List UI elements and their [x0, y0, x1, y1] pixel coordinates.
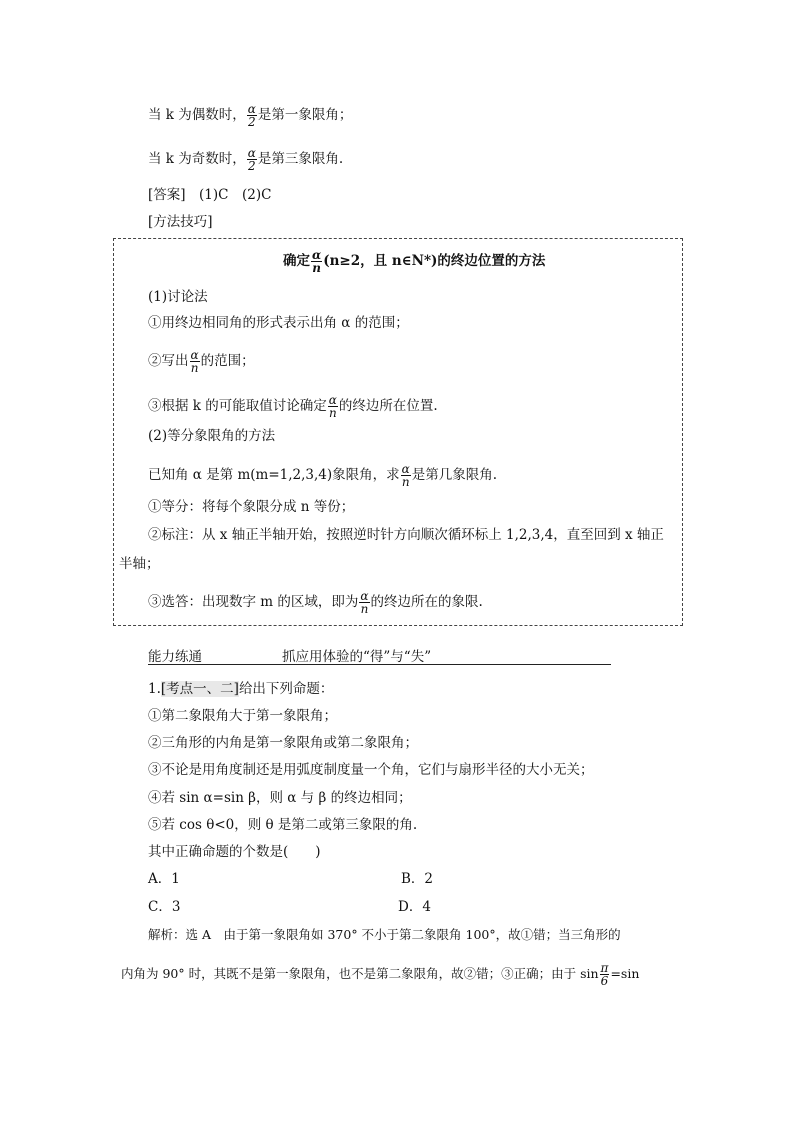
case-even-prefix: 当 k 为偶数时， [148, 107, 246, 123]
section1-item3: ③根据 k 的可能取值讨论确定 $\frac{\alpha}{n}$ 的终边所在位置. [148, 393, 438, 420]
answer-line: [答案] (1)C (2)C [148, 187, 272, 203]
alpha-over-n-fraction: $\frac{\alpha}{n}$ [360, 589, 369, 616]
statement-2: ②三角形的内角是第一象限角或第二象限角； [148, 735, 418, 751]
section2-item1: ①等分：将每个象限分成 n 等份； [148, 499, 355, 515]
section2-intro: 已知角 α 是第 m(m=1,2,3,4)象限角，求 $\frac{\alpha}{n}$ 是第几象限角. [148, 462, 498, 489]
question-tag: [考点一、二] [160, 681, 239, 697]
option-b: B．2 [401, 871, 434, 887]
method-label: [方法技巧] [148, 214, 213, 230]
solution-line-2: 内角为 90° 时，其既不是第一象限角，也不是第二象限角，故②错；③正确；由于 sin $\frac{\pi}{6}$ =sin [121, 961, 640, 988]
case-even-line [148, 103, 352, 128]
section1-item2: ②写出 $\frac{\alpha}{n}$ 的范围； [148, 348, 255, 375]
case-odd-prefix: 当 k 为奇数时， [148, 151, 246, 167]
section2-heading: (2)等分象限角的方法 [148, 428, 276, 444]
question-prompt: 其中正确命题的个数是( ) [148, 844, 321, 860]
heading-underline [148, 664, 611, 665]
section2-item2: ②标注：从 x 轴正半轴开始，按照逆时针方向顺次循环标上 1,2,3,4，直至回到 x 轴正 [148, 527, 664, 543]
solution-line-1: 解析：选 A 由于第一象限角如 370° 不小于第二象限角 100°，故①错；当三角形的 [148, 927, 621, 942]
option-d: D．4 [398, 899, 431, 915]
question-number: 1. [148, 681, 161, 697]
practice-heading-right: 抓应用体验的“得”与“失” [282, 649, 432, 665]
pi-over-6-fraction: $\frac{\pi}{6}$ [600, 961, 609, 988]
alpha-over-n-fraction: $\frac{\alpha}{n}$ [190, 348, 199, 375]
statement-5: ⑤若 cos θ<0，则 θ 是第二或第三象限的角. [148, 817, 418, 833]
statement-3: ③不论是用角度制还是用弧度制度量一个角，它们与扇形半径的大小无关； [148, 762, 594, 778]
section1-heading: (1)讨论法 [148, 289, 208, 305]
statement-1: ①第二象限角大于第一象限角； [148, 708, 337, 724]
case-odd-line [148, 147, 343, 172]
practice-heading-left: 能力练通 [148, 649, 202, 665]
option-a: A．1 [148, 871, 180, 887]
method-box-title: 确定 $\frac{\alpha}{n}$ (n≥2，且 n∈N*)的终边位置的方法 [283, 248, 546, 275]
alpha-over-n-fraction: $\frac{\alpha}{n}$ [312, 248, 322, 275]
alpha-over-2-fraction: $\frac{\alpha}{2}$ [247, 102, 256, 129]
question-intro [148, 680, 333, 698]
section2-item2-cont: 半轴； [119, 556, 160, 572]
alpha-over-2-fraction: $\frac{\alpha}{2}$ [247, 146, 256, 173]
case-odd-suffix: 是第三象限角. [257, 151, 344, 167]
statement-4: ④若 sin α=sin β，则 α 与 β 的终边相同； [148, 790, 412, 806]
alpha-over-n-fraction: $\frac{\alpha}{n}$ [401, 462, 410, 489]
section2-item3: ③选答：出现数字 m 的区域，即为 $\frac{\alpha}{n}$ 的终边所在的象限. [148, 589, 483, 616]
case-even-suffix: 是第一象限角； [257, 107, 353, 123]
question-intro-text: 给出下列命题： [238, 681, 334, 697]
option-c: C．3 [148, 899, 181, 915]
alpha-over-n-fraction: $\frac{\alpha}{n}$ [328, 393, 337, 420]
section1-item1: ①用终边相同角的形式表示出角 α 的范围； [148, 315, 409, 331]
